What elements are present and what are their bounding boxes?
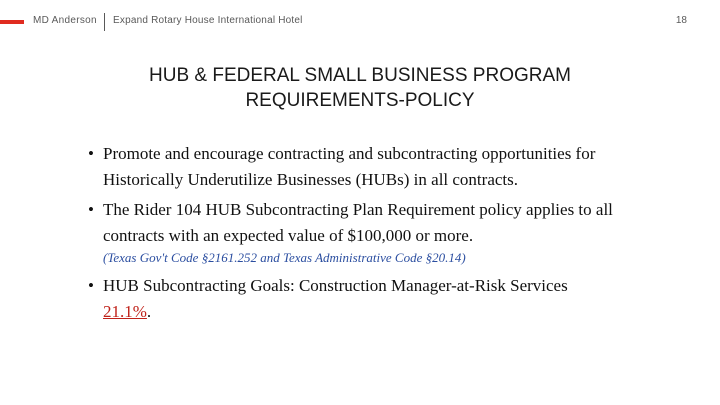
bullet-list [88, 141, 668, 325]
bullet-marker: • [88, 144, 94, 163]
bullet-item-promote [88, 141, 668, 193]
bullet-text: Promote and encourage contracting and subcontracting opportunities for Historically Underutilize Businesses (HUBs) in all contracts. [103, 144, 596, 189]
bullet-item-goals [88, 273, 668, 325]
header-divider [104, 13, 105, 31]
slide-title [0, 63, 720, 113]
bullet-text: HUB Subcontracting Goals: Construction Manager-at-Risk Services [103, 276, 568, 295]
header-subtitle: Expand Rotary House International Hotel [113, 15, 303, 26]
goal-percentage: 21.1% [103, 302, 147, 321]
header-accent-bar [0, 20, 24, 24]
bullet-marker: • [88, 200, 94, 219]
bullet-marker: • [88, 276, 94, 295]
bullet-item-rider-104 [88, 197, 668, 249]
legal-citation: (Texas Gov't Code §2161.252 and Texas Administrative Code §20.14) [103, 250, 466, 265]
bullet-text: The Rider 104 HUB Subcontracting Plan Requirement policy applies to all contracts with an expected value of $100,000 or more. [103, 200, 613, 245]
slide-title-line-1: HUB & FEDERAL SMALL BUSINESS PROGRAM [149, 65, 571, 86]
org-name: MD Anderson [33, 15, 97, 26]
page-number: 18 [675, 15, 687, 26]
slide-title-line-2: REQUIREMENTS-POLICY [245, 90, 475, 111]
goal-trailing-period: . [146, 302, 152, 321]
